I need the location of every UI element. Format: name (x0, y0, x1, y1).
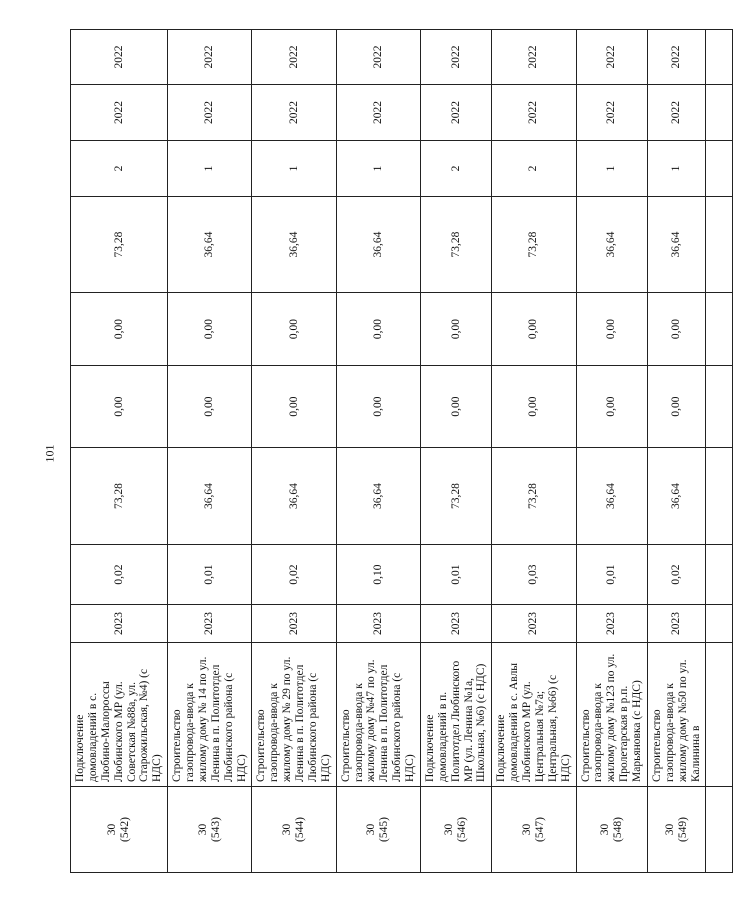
row-y2-cell: 2022 (71, 30, 168, 85)
row-v1-cell: 0,10 (336, 545, 420, 605)
row-index: 30 (365, 823, 378, 836)
row-y1-cell: 2022 (168, 85, 252, 141)
row-subindex: (549) (676, 817, 689, 842)
row-year-cell: 2023 (420, 605, 491, 643)
row-count-cell: 2 (492, 141, 576, 197)
row-v2-cell: 36,64 (647, 448, 706, 545)
row-v5-cell: 73,28 (71, 197, 168, 293)
row-year-cell: 2023 (168, 605, 252, 643)
row-count-cell: 1 (576, 141, 647, 197)
row-y2-cell: 2022 (420, 30, 491, 85)
investment-table (70, 29, 733, 873)
row-v2-cell: 73,28 (420, 448, 491, 545)
row-year-cell: 2023 (252, 605, 336, 643)
row-count-cell: 1 (336, 141, 420, 197)
row-v1-cell: 0,02 (71, 545, 168, 605)
table-body (71, 30, 733, 873)
blank-cell (706, 448, 733, 545)
row-v4-cell: 0,00 (168, 293, 252, 366)
row-count-cell: 1 (647, 141, 706, 197)
row-v1-cell: 0,03 (492, 545, 576, 605)
row-count-cell: 1 (168, 141, 252, 197)
row-v2-cell: 73,28 (492, 448, 576, 545)
row-v3-cell: 0,00 (168, 366, 252, 448)
row-v3-cell: 0,00 (336, 366, 420, 448)
row-index: 30 (196, 823, 209, 836)
table-row (420, 30, 491, 873)
row-y1-cell: 2022 (336, 85, 420, 141)
row-index: 30 (598, 823, 611, 836)
row-y1-cell: 2022 (252, 85, 336, 141)
row-v3-cell: 0,00 (492, 366, 576, 448)
row-v4-cell: 0,00 (420, 293, 491, 366)
row-v4-cell: 0,00 (647, 293, 706, 366)
row-v2-cell: 36,64 (336, 448, 420, 545)
row-y2-cell: 2022 (576, 30, 647, 85)
table-row-blank (706, 30, 733, 873)
page-number-text: 101 (42, 444, 57, 462)
row-count-cell: 1 (252, 141, 336, 197)
row-v2-cell: 36,64 (168, 448, 252, 545)
row-year-cell: 2023 (647, 605, 706, 643)
row-index-cell (336, 787, 420, 873)
row-subindex: (542) (119, 817, 132, 842)
table-row (647, 30, 706, 873)
row-v3-cell: 0,00 (252, 366, 336, 448)
row-index-cell (168, 787, 252, 873)
row-year-cell: 2023 (336, 605, 420, 643)
row-v4-cell: 0,00 (492, 293, 576, 366)
row-v1-cell: 0,01 (576, 545, 647, 605)
blank-cell (706, 643, 733, 787)
row-year-cell: 2023 (71, 605, 168, 643)
row-subindex: (547) (533, 817, 546, 842)
row-y2-cell: 2022 (336, 30, 420, 85)
row-v3-cell: 0,00 (647, 366, 706, 448)
table-row (576, 30, 647, 873)
row-y1-cell: 2022 (71, 85, 168, 141)
row-v5-cell: 73,28 (420, 197, 491, 293)
row-v1-cell: 0,01 (420, 545, 491, 605)
blank-cell (706, 545, 733, 605)
row-index: 30 (443, 823, 456, 836)
row-subindex: (548) (611, 817, 624, 842)
row-subindex: (543) (209, 817, 222, 842)
row-v3-cell: 0,00 (71, 366, 168, 448)
blank-cell (706, 366, 733, 448)
table-row (71, 30, 168, 873)
row-description: Строительство газопровода-ввода к жилому дому № 14 по ул. Ленина в п. Политотдел Любинского района (с НДС) (168, 643, 252, 787)
row-description: Подключение домовладений в п. Политотдел Любинского МР (ул. Ленина №1а, Школьная, №6) (с НДС) (420, 643, 491, 787)
row-v5-cell: 36,64 (576, 197, 647, 293)
row-y2-cell: 2022 (168, 30, 252, 85)
document-table-wrapper (70, 30, 702, 873)
row-index: 30 (106, 823, 119, 836)
row-description: Строительство газопровода-ввода к жилому дому №123 по ул. Пролетарская в р.п. Марьяновка (с НДС) (576, 643, 647, 787)
row-count-cell: 2 (71, 141, 168, 197)
blank-cell (706, 787, 733, 873)
row-index: 30 (281, 823, 294, 836)
row-v2-cell: 36,64 (576, 448, 647, 545)
blank-cell (706, 30, 733, 85)
table-row (252, 30, 336, 873)
row-count-cell: 2 (420, 141, 491, 197)
row-v5-cell: 36,64 (647, 197, 706, 293)
row-v1-cell: 0,02 (647, 545, 706, 605)
row-index-cell (71, 787, 168, 873)
row-index-cell (492, 787, 576, 873)
row-v5-cell: 36,64 (336, 197, 420, 293)
row-description: Строительство газопровода-ввода к жилому дому №50 по ул. Калинина в (647, 643, 706, 787)
row-index-cell (252, 787, 336, 873)
row-v4-cell: 0,00 (71, 293, 168, 366)
row-year-cell: 2023 (492, 605, 576, 643)
row-index-cell (576, 787, 647, 873)
row-y1-cell: 2022 (647, 85, 706, 141)
row-year-cell: 2023 (576, 605, 647, 643)
row-y1-cell: 2022 (492, 85, 576, 141)
row-description: Подключение домовладений в с. Авлы Любинского МР (ул. Центральная №7а; Центральная, №66) (с НДС) (492, 643, 576, 787)
row-description: Подключение домовладений в с. Любино-Малороссы Любинского МР (ул. Советская №88а, ул. Старожильская, №4) (с НДС) (71, 643, 168, 787)
row-y2-cell: 2022 (492, 30, 576, 85)
row-v2-cell: 73,28 (71, 448, 168, 545)
blank-cell (706, 197, 733, 293)
row-y1-cell: 2022 (420, 85, 491, 141)
table-row (492, 30, 576, 873)
table-row (336, 30, 420, 873)
blank-cell (706, 141, 733, 197)
row-subindex: (545) (378, 817, 391, 842)
table-row (168, 30, 252, 873)
blank-cell (706, 85, 733, 141)
blank-cell (706, 293, 733, 366)
row-index: 30 (521, 823, 533, 836)
row-v5-cell: 73,28 (492, 197, 576, 293)
page-number (40, 442, 60, 464)
row-v3-cell: 0,00 (576, 366, 647, 448)
row-v2-cell: 36,64 (252, 448, 336, 545)
row-v1-cell: 0,01 (168, 545, 252, 605)
row-v4-cell: 0,00 (336, 293, 420, 366)
row-v5-cell: 36,64 (252, 197, 336, 293)
row-v4-cell: 0,00 (252, 293, 336, 366)
row-subindex: (544) (294, 817, 306, 842)
row-y1-cell: 2022 (576, 85, 647, 141)
row-v5-cell: 36,64 (168, 197, 252, 293)
row-subindex: (546) (456, 817, 469, 842)
rotated-table-container (70, 30, 702, 873)
row-index: 30 (663, 823, 676, 836)
row-index-cell (647, 787, 706, 873)
row-v1-cell: 0,02 (252, 545, 336, 605)
row-y2-cell: 2022 (252, 30, 336, 85)
row-description: Строительство газопровода-ввода к жилому дому №47 по ул. Ленина в п. Политотдел Любинского района (с НДС) (336, 643, 420, 787)
row-index-cell (420, 787, 491, 873)
row-description: Строительство газопровода-ввода к жилому дому № 29 по ул. Ленина в п. Политотдел Любинского района (с НДС) (252, 643, 336, 787)
row-y2-cell: 2022 (647, 30, 706, 85)
row-v3-cell: 0,00 (420, 366, 491, 448)
row-v4-cell: 0,00 (576, 293, 647, 366)
blank-cell (706, 605, 733, 643)
